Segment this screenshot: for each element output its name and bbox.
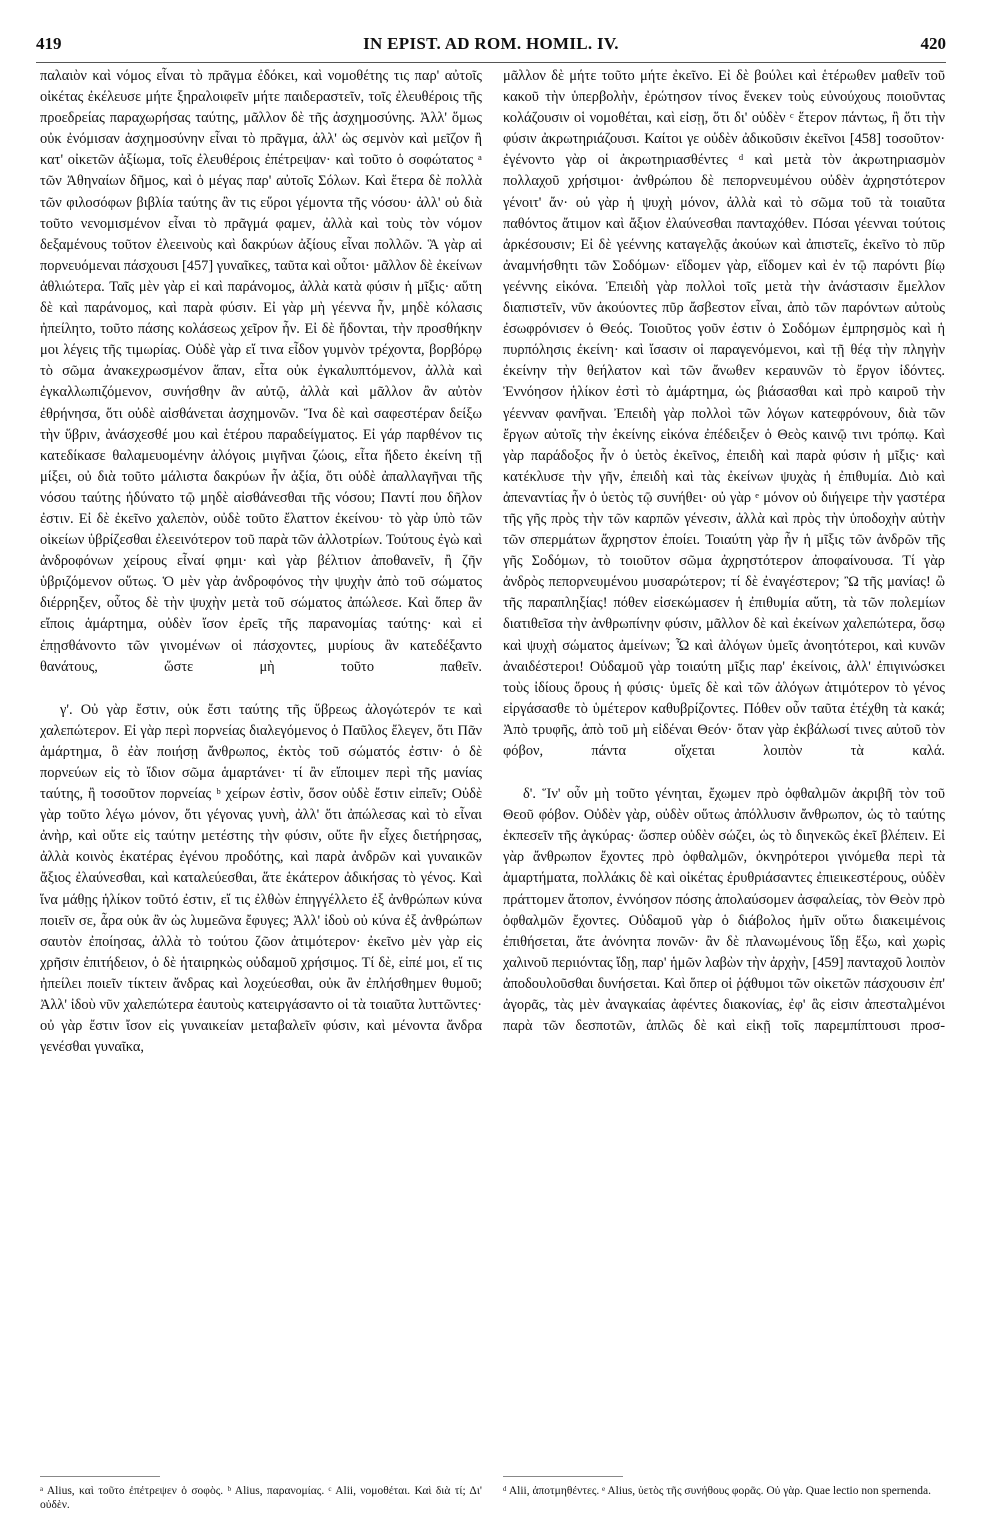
header-rule (36, 62, 946, 63)
right-paragraph-1: μᾶλλον δὲ μήτε τοῦτο μήτε ἐκεῖνο. Εἰ δὲ βούλει καὶ ἑτέρωθεν μαθεῖν τοῦ κακοῦ τὴν ὑπερβολὴν, ἐρώτησον τίνος ἕνεκεν τοὺς εὐνούχους ποιοῦντας κολάζουσιν οἱ νομοθέται, καὶ εἰσῃ, ὅτι δι' οὐδὲν ᶜ ἕτερον πάντως, ἢ ὅτι τὴν φύσιν ἀκρωτηριάζουσι. Καίτοι γε οὐδὲν ἀδικοῦσιν ἐκεῖνοι [458] τοσοῦτον· ἐγένοντο γὰρ οἱ ἀκρωτηριασθέντες ᵈ καὶ μετὰ τὸν ἀκρωτηριασμὸν πολλαχοῦ χρήσιμοι· ἀνθρώπου δὲ πεπορνευμένου οὐδὲν ἀχρηστότερον γένοιτ' ἄν· οὐ γὰρ ἡ ψυχὴ μόνον, ἀλλὰ καὶ τὸ σῶμα τοῦ τὰ τοιαῦτα παθόντος ἄτιμον καὶ ἄξιον ἐλαύνεσθαι πανταχόθεν. Πόσαι γέενναι τούτοις ἀρκέσουσιν; Εἰ δὲ γεέννης καταγελᾷς ἀκούων καὶ ἀπιστεῖς, ἐκεῖνο τὸ πῦρ ἀναμνήσθητι τῶν Σοδόμων· εἴδομεν γὰρ, εἴδομεν καὶ ἐν τῷ παρόντι βίῳ γεέννης εἰκόνα. Ἐπειδὴ γὰρ πολλοὶ τοῖς μετὰ τὴν ἀνάστασιν ἔμελλον διαπιστεῖν, νῦν ἀκούοντες πῦρ ἄσβεστον εἶναι, ἀπὸ τῶν παρόντων αὐτοὺς ἐσωφρόνισεν ὁ Θεός. Τοιοῦτος γοῦν ἐστιν ὁ Σοδόμων ἐμπρησμὸς καὶ ἡ πυρπόλησις ἐκείνη· καὶ ἴσασιν οἱ παραγενόμενοι, καὶ τῇ θέᾳ τὴν πληγὴν ἐκείνην τὴν θεήλατον καὶ τῶν ἄνωθεν κεραυνῶν τὸ ἔργον ἰδόντες. Ἐννόησον ἡλίκον ἐστὶ τὸ ἁμάρτημα, ὡς βιάσασθαι καὶ πρὸ καιροῦ τὴν γέενναν φανῆναι. Ἐπειδὴ γὰρ πολλοὶ τῶν λόγων κατεφρόνουν, διὰ τῶν ἔργων αὐτοῖς τὴν ἐκείνης εἰκόνα ἐπέδειξεν ὁ Θεὸς καινῷ τινι τρόπῳ. Καὶ γὰρ παράδοξος ἦν ὁ ὑετὸς ἐκεῖνος, ἐπειδὴ καὶ παρὰ φύσιν ἡ μῖξις· καὶ κατέκλυσε τὴν γῆν, ἐπειδὴ καὶ τὰς ἐκείνων ψυχὰς ἡ ἐπιθυμία. Διὸ καὶ ἀπεναντίας ἦν ὁ ὑετὸς τῷ συνήθει· οὐ γὰρ ᵉ μόνον οὐ διήγειρε τὴν γαστέρα τῆς γῆς πρὸς τὴν τῶν καρπῶν γένεσιν, ἀλλὰ καὶ πρὸς τὴν ὑποδοχὴν αὐτὴν τῶν σπερμάτων ἄχρηστον ἐποίει. Τοιαύτη γὰρ ἦν ἡ μῖξις τῶν ἀνδρῶν τῆς γῆς Σοδόμων, τὸ τοιοῦτον σῶμα ἀχρηστότερον ἀποφαίνουσα. Τί γὰρ ἀνδρὸς πεπορνευμένου μυσαρώτερον; τί δὲ ἐναγέστερον; Ὢ τῆς μανίας! ὢ τῆς παραπληξίας! πόθεν εἰσεκώμασεν ἡ ἐπιθυμία αὕτη, τὰ τῶν πολεμίων διατιθεῖσα τὴν ἀνθρωπίνην φύσιν, μᾶλλον δὲ καὶ ἐκείνων χαλεπώτερα, ὅσῳ καὶ ψυχὴ σώματος ἀμείνων; Ὦ καὶ ἀλόγων ὑμεῖς ἀνοητότεροι, καὶ κυνῶν ἀναιδέστεροι! Οὐδαμοῦ γὰρ τοιαύτη μῖξις παρ' ἐκείνοις, ἀλλ' ἐπιγινώσκει τοὺς ἰδίους ὅρους ἡ φύσις· ὑμεῖς δὲ καὶ τῶν ἀλόγων ἀτιμότερον τὸ γένος εἰργάσασθε τὸ ὑμέτερον καθυβρίζοντες. Πόθεν οὖν ταῦτα ἐτέχθη τὰ κακά; Ἀπὸ τρυφῆς, ἀπὸ τοῦ μὴ εἰδέναι Θεόν· ὅταν γὰρ ἐκβάλωσί τινες αὐτοῦ τὸν φόβον, πάντα οἴχεται λοιπὸν τὰ καλά. (503, 68, 945, 759)
page-header (36, 34, 946, 58)
footnotes-right: ᵈ Alii, ἀποτμηθέντες. ᵉ Alius, ὑετὸς τῆς συνήθους φορᾶς. Οὐ γὰρ. Quae lectio non spernenda. (503, 1485, 931, 1497)
right-column (503, 66, 945, 1471)
left-page-number: 419 (36, 34, 62, 53)
running-title: IN EPIST. AD ROM. HOMIL. IV. (363, 34, 619, 53)
left-paragraph-2: γ'. Οὐ γὰρ ἔστιν, οὐκ ἔστι ταύτης τῆς ὕβρεως ἀλογώτερόν τε καὶ χαλεπώτερον. Εἰ γὰρ περὶ πορνείας διαλεγόμενος ὁ Παῦλος ἔλεγεν, ὅτι Πᾶν ἁμάρτημα, ὃ ἐὰν ποιήσῃ ἄνθρωπος, ἐκτὸς τοῦ σώματός ἐστιν· ὁ δὲ πορνεύων εἰς τὸ ἴδιον σῶμα ἁμαρτάνει· τί ἂν εἴποιμεν περὶ τῆς μανίας ταύτης, ἢ τοσοῦτον πορνείας ᵇ χείρων ἐστὶν, ὅσον οὐδὲ ἔστιν εἰπεῖν; Οὐδὲ γὰρ τοῦτο λέγω μόνον, ὅτι γέγονας γυνὴ, ἀλλ' ὅτι ἀπώλεσας καὶ τὸ εἶναι ἀνὴρ, καὶ οὔτε εἰς ταύτην μετέστης τὴν φύσιν, οὔτε ἣν εἶχες διετήρησας, ἀλλὰ κοινὸς ἑκατέρας ἐγένου προδότης, καὶ παρὰ ἀνδρῶν καὶ γυναικῶν ἄξιος ἐλαύνεσθαι, καὶ καταλεύεσθαι, ἅτε ἑκάτερον ἀδικήσας τὸ γένος. Καὶ ἵνα μάθῃς ἡλίκον τοῦτό ἐστιν, εἴ τις ἐλθὼν ἐπηγγέλλετο ἐξ ἀνθρώπων κύνα ποιεῖν σε, ἆρα οὐκ ἂν ὡς λυμεῶνα ἔφυγες; Ἀλλ' ἰδοὺ οὐ κύνα ἐξ ἀνθρώπων σαυτὸν ἐποίησας, ἀλλὰ τὸ τούτου ζῶον ἀτιμότερον· ἐκεῖνο μὲν γὰρ εἰς χρῆσιν ἐπιτήδειον, ὁ δὲ ἡταιρηκὼς οὐδαμοῦ χρήσιμος. Τί δὲ, εἰπέ μοι, εἴ τις ἠπείλει ποιεῖν τίκτειν ἄνδρας καὶ λοχεύεσθαι, οὐκ ἂν ἐπλήσθημεν θυμοῦ; Ἀλλ' ἰδοὺ νῦν χαλεπώτερα ἑαυτοὺς κατειργάσαντο οἱ τὰ τοιαῦτα λυττῶντες· οὐ γὰρ ἔστιν ἴσον εἰς γυναικείαν μεταβαλεῖν φύσιν, καὶ μένοντα ἄνδρα γενέσθαι γυναῖκα, (40, 701, 482, 1056)
left-column (40, 66, 482, 1471)
footnote-rule-right (503, 1476, 623, 1477)
right-page-number: 420 (920, 34, 946, 53)
footnote-rule-left (40, 1476, 160, 1477)
left-paragraph-1: παλαιὸν καὶ νόμος εἶναι τὸ πρᾶγμα ἐδόκει, καὶ νομοθέτης τις παρ' αὐτοῖς οἰκέτας ἐκέλευσε μήτε ξηραλοιφεῖν μήτε παιδεραστεῖν, τοῖς ἐλευθέροις τῆς προεδρείας παραχωρήσας ταύτης, μᾶλλον δὲ τῆς ἀσχημοσύνης. Ἀλλ' ὅμως οὐκ ἐνόμισαν ἀσχημοσύνην εἶναι τὸ πρᾶγμα, ἀλλ' ὡς σεμνὸν καὶ μεῖζον ἢ κατ' οἰκετῶν ἀξίωμα, τοῖς ἐλευθέροις ἐπέτρεψαν· καὶ τοῦτο ὁ σοφώτατος ᵃ τῶν Ἀθηναίων δῆμος, καὶ ὁ μέγας παρ' αὐτοῖς Σόλων. Καὶ ἕτερα δὲ πολλὰ τῶν φιλοσόφων βιβλία ταύτης ἂν τις εὕροι γέμοντα τῆς νόσου· ἀλλ' οὐ διὰ τοῦτο νενομισμένον εἶναι τὸ πρᾶγμά φαμεν, ἀλλὰ καὶ τοὺς τὸν νόμον δεξαμένους τοῦτον ἐλεεινοὺς καὶ δακρύων ἀξίους εἶναι πολλῶν. Ἃ γὰρ αἱ πορνευόμεναι πάσχουσι [457] γυναῖκες, ταῦτα καὶ οὗτοι· μᾶλλον δὲ ἐκείνων ἀθλιώτερα. Ταῖς μὲν γὰρ εἰ καὶ παράνομος, ἀλλὰ κατὰ φύσιν ἡ μῖξις· αὕτη δὲ καὶ παράνομος, καὶ παρὰ φύσιν. Εἰ γὰρ μὴ γέεννα ἦν, μηδὲ κόλασις ἠπείλητο, τοῦτο πάσης κολάσεως χεῖρον ἦν. Εἰ δὲ ἥδονται, τὴν προσθήκην μοι λέγεις τῆς τιμωρίας. Οὐδὲ γὰρ εἴ τινα εἶδον γυμνὸν τρέχοντα, βορβόρῳ τὸ σῶμα ἀνακεχρωσμένον ἅπαν, εἶτα οὐκ ἐγκαλυπτόμενον, ἀλλὰ καὶ ἐγκαλλωπιζόμενον, συνήσθην ἂν αὐτῷ, ἀλλὰ καὶ μᾶλλον ἂν αὐτὸν ἐθρήνησα, ὅτι οὐδὲ αἰσθάνεται ἀσχημονῶν. Ἵνα δὲ καὶ σαφεστέραν δείξω τὴν ὕβριν, ἀνάσχεσθέ μου καὶ ἑτέρου παραδείγματος. Εἰ γάρ παρθένον τις κατεδίκασε θαλαμευομένην ἀλόγοις μιγῆναι ζώοις, εἶτα ἥδετο ἐκείνη τῇ μίξει, οὐ διὰ τοῦτο μάλιστα δακρύων ἦν ἀξία, ὅτι οὐδὲ ἀπαλλαγῆναι τῆς νόσου ταύτης ἠδύνατο τῷ μηδὲ αἰσθάνεσθαι τῆς νόσου; Παντί που δῆλον ἐστιν. Εἰ δὲ ἐκεῖνο χαλεπὸν, οὐδὲ τοῦτο ἔλαττον ἐκείνου· τὸ γὰρ ὑπὸ τῶν οἰκείων ὑβρίζεσθαι ἐλεεινότερον τοῦ παρὰ τῶν ἀλλοτρίων. Τούτους ἐγὼ καὶ ἀνδροφόνων χείρους εἶναί φημι· καὶ γὰρ βέλτιον ἀποθανεῖν, ἢ ζῆν ὑβριζόμενον οὕτως. Ὁ μὲν γὰρ ἀνδροφόνος τὴν ψυχὴν ἀπὸ τοῦ σώματος διέρρηξεν, οὗτος δὲ τὴν ψυχὴν μετὰ τοῦ σώματος ἀπώλεσε. Καὶ ὅπερ ἂν εἴποις ἁμάρτημα, οὐδὲν ἴσον ἐρεῖς τῆς παρανομίας ταύτης· καὶ εἰ ἐπῃσθάνοντο τῶν γινομένων οἱ πάσχοντες, μυρίους ἂν κατεδέξαντο θανάτους, ὥστε μὴ τοῦτο παθεῖν. (40, 68, 482, 675)
footnotes-left: ᵃ Alius, καὶ τοῦτο ἐπέτρεψεν ὁ σοφὸς. ᵇ Alius, παρανομίας. ᶜ Alii, νομοθέται. Καὶ διὰ τί; Δι' οὐδὲν. (40, 1485, 482, 1511)
right-paragraph-2: δ'. Ἵν' οὖν μὴ τοῦτο γένηται, ἔχωμεν πρὸ ὀφθαλμῶν ἀκριβῆ τὸν τοῦ Θεοῦ φόβον. Οὐδὲν γὰρ, οὐδὲν οὕτως ἀπόλλυσιν ἄνθρωπον, ὡς τὸ ταύτης ἐκπεσεῖν τῆς ἀγκύρας· ὥσπερ οὐδὲν σώζει, ὡς τὸ διηνεκῶς ἐκεῖ βλέπειν. Εἰ γὰρ ἄνθρωπον ἔχοντες πρὸ ὀφθαλμῶν, ὀκνηρότεροι γινόμεθα περὶ τὰ ἁμαρτήματα, πολλάκις δὲ καὶ οἰκέτας ἐρυθριάσαντες ἐπιεικεστέρους, οὐδὲν πράττομεν ἄτοπον, ἐννόησον πόσης ἀπολαύσομεν ἀσφαλείας, τὸν Θεὸν πρὸ ὀφθαλμῶν ἔχοντες. Οὐδαμοῦ γὰρ ὁ διάβολος ἡμῖν οὕτω διακειμένοις ἐπιθήσεται, ἅτε ἀνόνητα πονῶν· ἂν δὲ πλανωμένους ἴδῃ ἔξω, καὶ χωρὶς χαλινοῦ περιιόντας ἴδῃ, παρ' ἡμῶν λαβὼν τὴν ἀρχὴν, [459] πανταχοῦ λοιπὸν ἀποδουλοῦσθαι δυνήσεται. Καὶ ὅπερ οἱ ῥᾴθυμοι τῶν οἰκετῶν πάσχουσιν ἐπ' ἀγορᾶς, τὰς μὲν ἀναγκαίας ἀφέντες διακονίας, ἐφ' ἃς εἰσιν ἀπεσταλμένοι παρὰ τῶν δεσποτῶν, ἁπλῶς δὲ καὶ εἰκῇ τοῖς παρεμπίπτουσι προσ- (503, 786, 945, 1035)
